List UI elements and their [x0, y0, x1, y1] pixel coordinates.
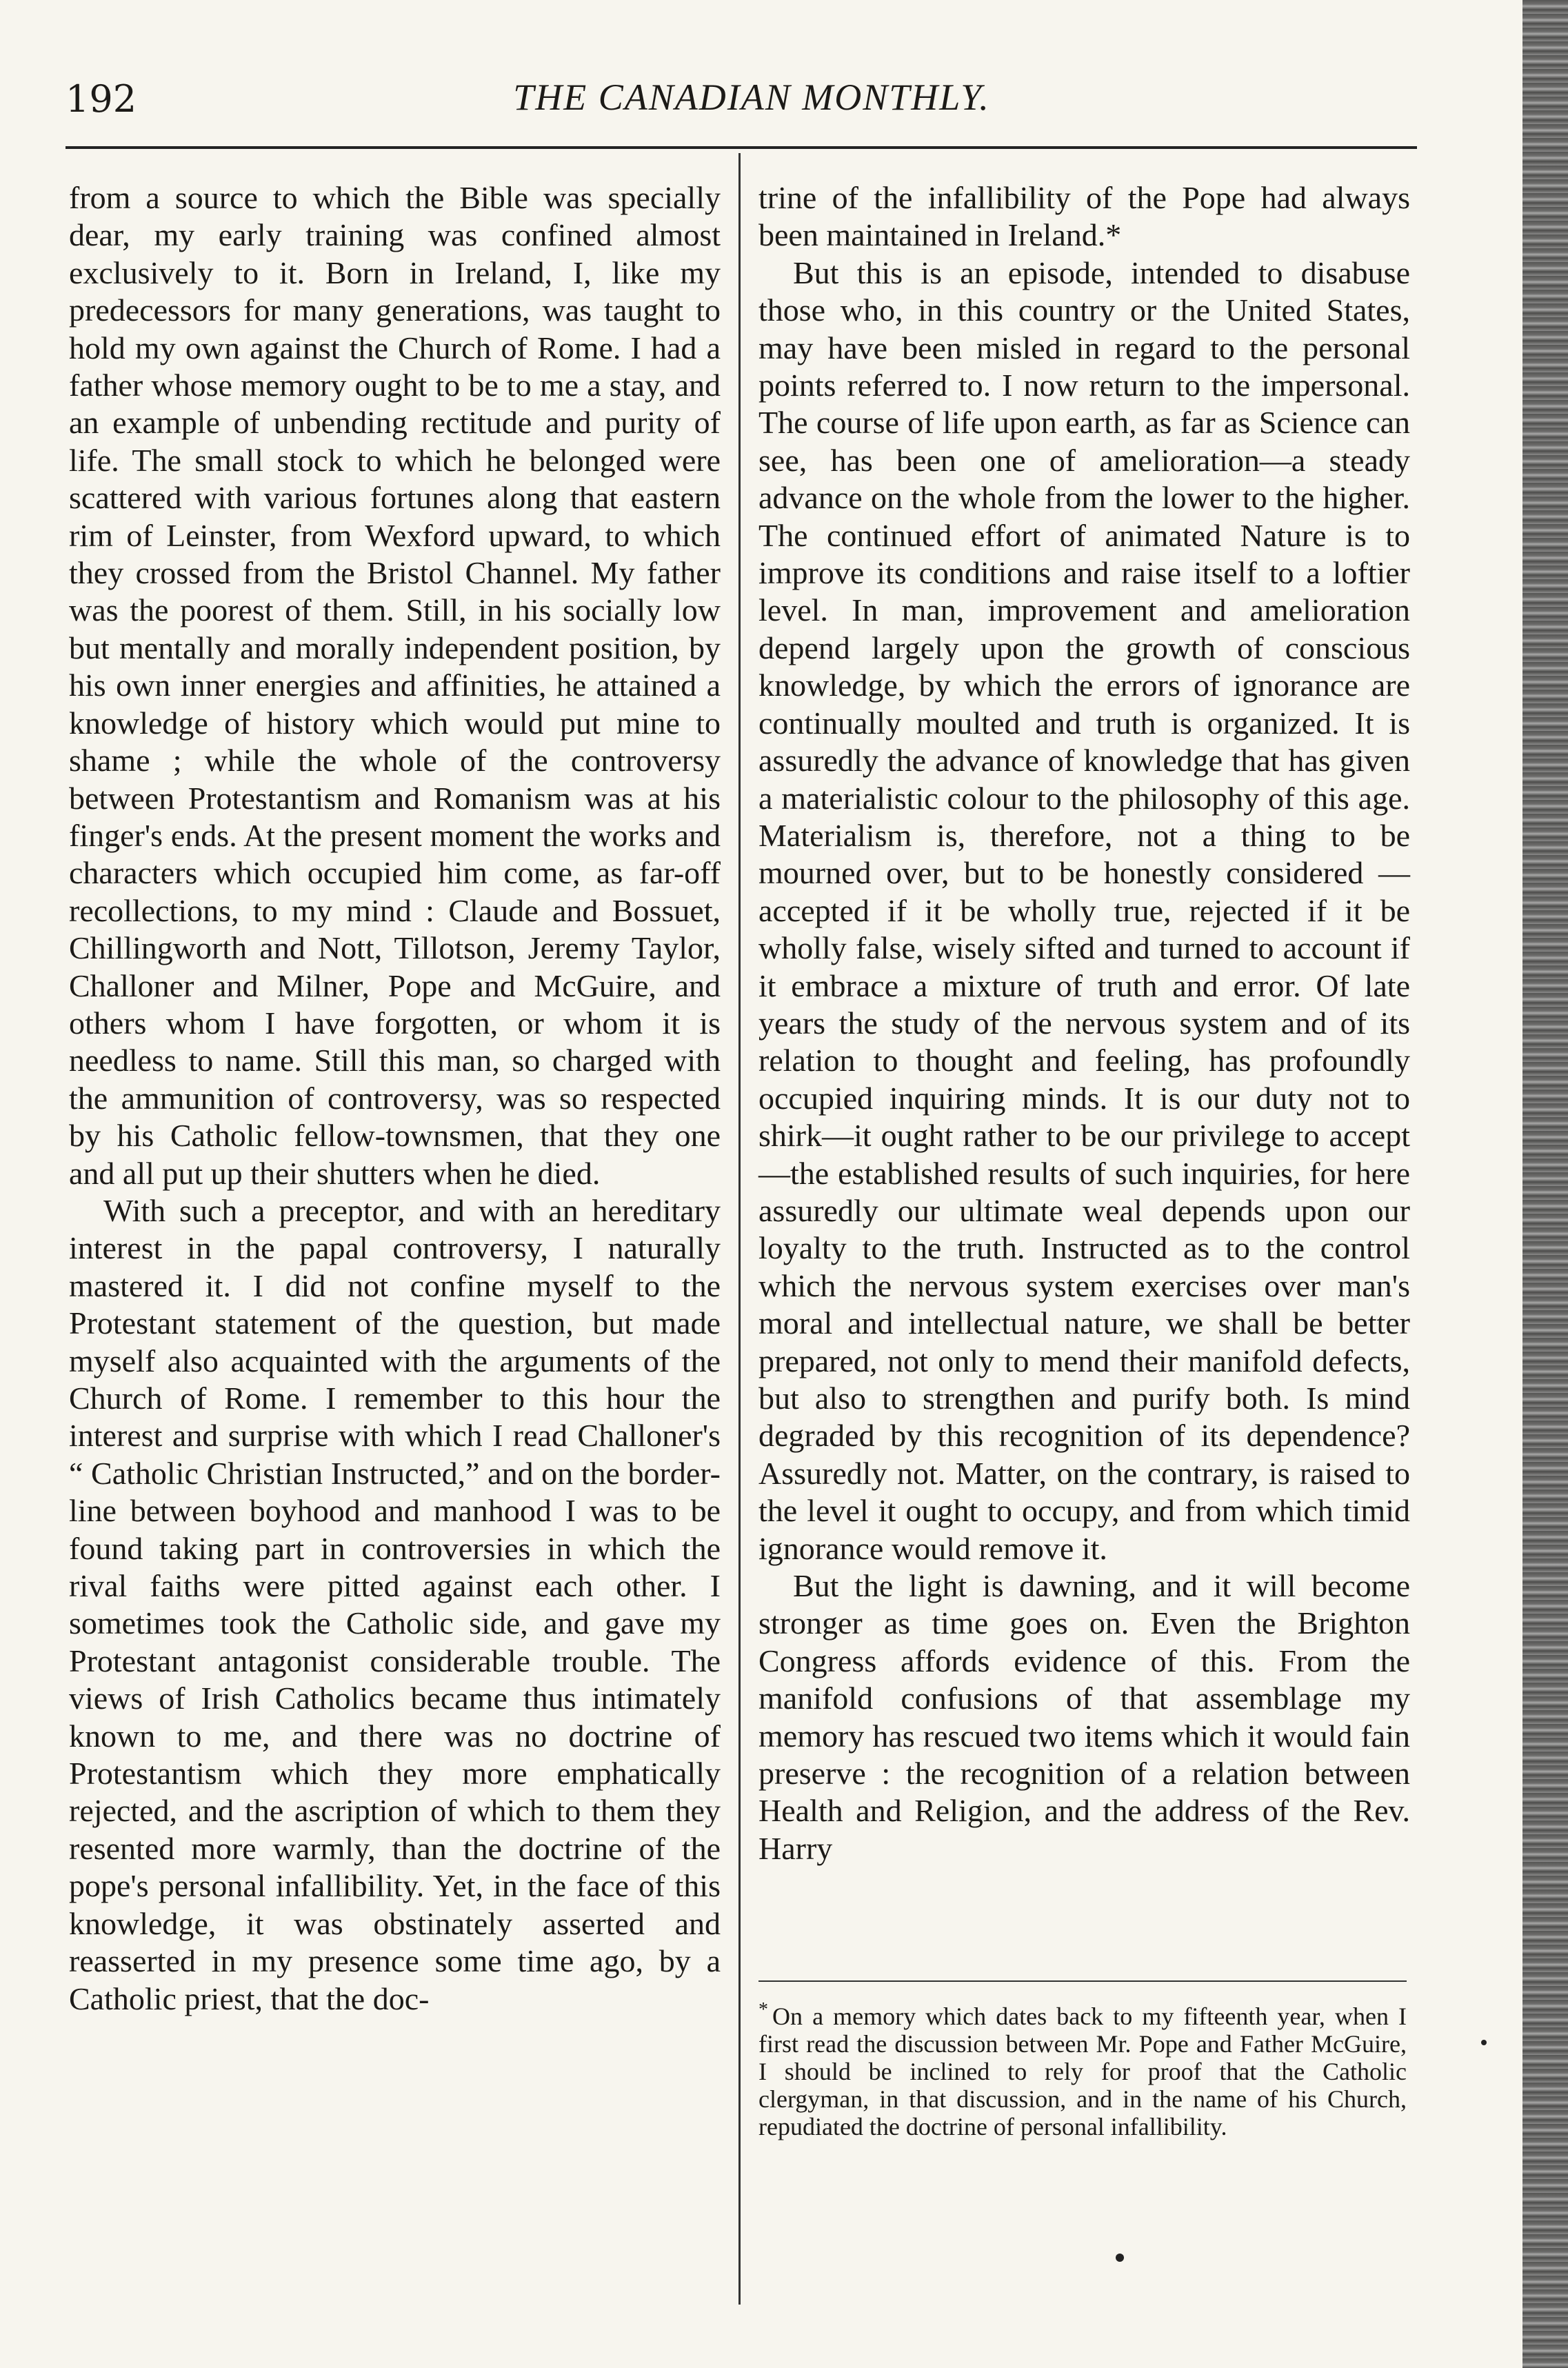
footnote-rule [758, 1980, 1407, 1982]
ink-speck [1481, 2040, 1487, 2045]
binding-edge [1522, 0, 1568, 2368]
footnote-mark: * [758, 1999, 768, 2020]
header-rule [66, 146, 1417, 149]
running-title: THE CANADIAN MONTHLY. [513, 77, 990, 118]
ink-speck [1116, 2254, 1124, 2262]
left-column [69, 179, 721, 2018]
footnote-text: On a memory which dates back to my fifteenth year, when I first read the discussion between Mr. Pope and Father McGuire, I should be inclined to rely for proof that the Catholic clergyman, in that discussion, and in the name of his Church, repudiated the doctrine of personal infallibility. [758, 2003, 1407, 2140]
paragraph: But this is an episode, intended to disabuse those who, in this country or the United States, may have been misled in regard to the personal points referred to. I now return to the impersonal. The course of life upon earth, as far as Science can see, has been one of amelioration—a steady advance on the whole from the lower to the higher. The continued effort of animated Nature is to improve its conditions and raise itself to a loftier level. In man, improvement and amelioration depend largely upon the growth of conscious knowledge, by which the errors of ignorance are continually moulted and truth is organized. It is assuredly the advance of knowledge that has given a materialistic colour to the philosophy of this age. Materialism is, therefore, not a thing to be mourned over, but to be honestly considered — accepted if it be wholly true, rejected if it be wholly false, wisely sifted and turned to account if it embrace a mixture of truth and error. Of late years the study of the nervous system and of its relation to thought and feeling, has profoundly occupied inquiring minds. It is our duty not to shirk—it ought rather to be our privilege to accept—the established results of such inquiries, for here assuredly our ultimate weal depends upon our loyalty to the truth. Instructed as to the control which the nervous system exercises over man's moral and intellectual nature, we shall be better prepared, not only to mend their manifold defects, but also to strengthen and purify both. Is mind degraded by this recognition of its dependence? Assuredly not. Matter, on the contrary, is raised to the level it ought to occupy, and from which timid ignorance would remove it. [758, 254, 1410, 1566]
right-column [758, 179, 1410, 1867]
paragraph: trine of the infallibility of the Pope had always been maintained in Ireland.* [758, 180, 1410, 253]
paragraph: from a source to which the Bible was specially dear, my early training was confined almost exclusively to it. Born in Ireland, I, like my predecessors for many generations, was taught to hold my own against the Church of Rome. I had a father whose memory ought to be to me a stay, and an example of unbending rectitude and purity of life. The small stock to which he belonged were scattered with various fortunes along that eastern rim of Leinster, from Wexford upward, to which they crossed from the Bristol Channel. My father was the poorest of them. Still, in his socially low but mentally and morally independent position, by his own inner energies and affinities, he attained a knowledge of history which would put mine to shame ; while the whole of the controversy between Protestantism and Romanism was at his finger's ends. At the present moment the works and characters which occupied him come, as far-off recollections, to my mind : Claude and Bossuet, Chillingworth and Nott, Tillotson, Jeremy Taylor, Challoner and Milner, Pope and McGuire, and others whom I have forgotten, or whom it is needless to name. Still this man, so charged with the ammunition of controversy, was so respected by his Catholic fellow-townsmen, that they one and all put up their shutters when he died. [69, 180, 721, 1191]
column-divider [738, 153, 741, 2305]
page-number: 192 [66, 77, 137, 121]
paragraph: With such a preceptor, and with an hereditary interest in the papal controversy, I naturally mastered it. I did not confine myself to the Protestant statement of the question, but made myself also acquainted with the arguments of the Church of Rome. I remember to this hour the interest and surprise with which I read Challoner's “ Catholic Christian Instructed,” and on the border-line between boyhood and manhood I was to be found taking part in controversies in which the rival faiths were pitted against each other. I sometimes took the Catholic side, and gave my Protestant antagonist considerable trouble. The views of Irish Catholics became thus intimately known to me, and there was no doctrine of Protestantism which they more emphatically rejected, and the ascription of which to them they resented more warmly, than the doctrine of the pope's personal infallibility. Yet, in the face of this knowledge, it was obstinately asserted and reasserted in my presence some time ago, by a Catholic priest, that the doc- [69, 1192, 721, 2016]
paragraph: But the light is dawning, and it will become stronger as time goes on. Even the Brighton Congress affords evidence of this. From the manifold confusions of that assemblage my memory has rescued two items which it would fain preserve : the recognition of a relation between Health and Religion, and the address of the Rev. Harry [758, 1568, 1410, 1866]
footnote [758, 1996, 1407, 2140]
